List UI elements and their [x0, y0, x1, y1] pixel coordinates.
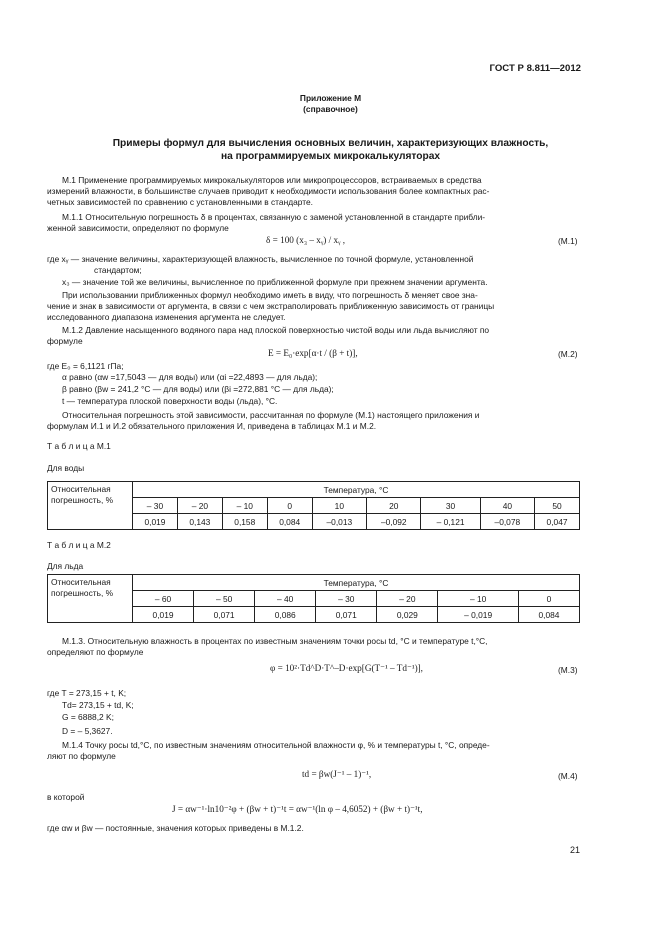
table1-value: –0,092 — [367, 514, 421, 530]
where3-line1: где T = 273,15 + t, K; — [47, 688, 127, 698]
table1-temp: – 10 — [222, 498, 267, 514]
p11b-line3: исследованного диапазона изменения аргумента не следует. — [47, 312, 286, 322]
appendix-title: Приложение М — [299, 93, 362, 103]
table1-value: 0,143 — [177, 514, 222, 530]
formula-m1-number: (М.1) — [558, 236, 578, 246]
table2-label: Т а б л и ц а М.2 — [47, 540, 111, 550]
table1-row-header: Относительная погрешность, % — [48, 482, 133, 530]
formula-m3-number: (М.3) — [558, 665, 578, 675]
table2-value: 0,071 — [194, 607, 255, 623]
table1 — [47, 481, 580, 530]
where2-line2: α равно (αw =17,5043 — для воды) или (αi =22,4893 — для льда); — [62, 372, 318, 382]
p12-line2: формуле — [47, 336, 83, 346]
table2-value: 0,086 — [255, 607, 316, 623]
where3-line4: D = – 5,3627. — [62, 726, 113, 736]
page-number: 21 — [570, 845, 581, 855]
table2-temp: – 10 — [438, 591, 519, 607]
doc-code: ГОСТ Р 8.811—2012 — [489, 63, 581, 74]
formula-m3: φ = 10²·Td^D·T^–D·exp[G(T⁻¹ – Td⁻¹)], — [270, 663, 423, 673]
table1-temp: 50 — [535, 498, 580, 514]
p12b-line1: Относительная погрешность этой зависимости, рассчитанная по формуле (М.1) настоящего приложения и — [62, 410, 480, 420]
where3-line2: Td= 273,15 + td, K; — [62, 700, 134, 710]
table2-value: 0,019 — [133, 607, 194, 623]
table1-value: 0,084 — [267, 514, 312, 530]
table1-temp: 0 — [267, 498, 312, 514]
table2-value: 0,029 — [377, 607, 438, 623]
table1-value: 0,047 — [535, 514, 580, 530]
where1-line1b: стандартом; — [94, 265, 142, 275]
p11b-line1: При использовании приближенных формул необходимо иметь в виду, что погрешность δ меняет свое зна- — [62, 290, 478, 300]
p1-line3: четных зависимостей по сравнению с установленными в стандарте. — [47, 197, 313, 207]
table2-temp: – 50 — [194, 591, 255, 607]
p1-line2: измерений влажности, в большинстве случаев приводит к необходимости использования более компактных рас- — [47, 186, 490, 196]
table1-temp: 40 — [480, 498, 534, 514]
table2-value: – 0,019 — [438, 607, 519, 623]
table2-temp: – 20 — [377, 591, 438, 607]
table1-temp: 30 — [421, 498, 480, 514]
where1-line1: где xᵧ — значение величины, характеризующей влажность, вычисленное по точной формуле, установленной — [47, 254, 474, 264]
table1-temp: – 20 — [177, 498, 222, 514]
table1-temp: 10 — [312, 498, 366, 514]
table2-temp: – 40 — [255, 591, 316, 607]
table2-temp: 0 — [518, 591, 579, 607]
p1-line1: М.1 Применение программируемых микрокалькуляторов или микропроцессоров, встраиваемых в средства — [62, 175, 482, 185]
p11-line2: женной зависимости, определяют по формуле — [47, 223, 229, 233]
table1-value: –0,078 — [480, 514, 534, 530]
final-line: где αw и βw — постоянные, значения которых приведены в М.1.2. — [47, 823, 304, 833]
table1-value: – 0,121 — [421, 514, 480, 530]
where1-line2: x₃ — значение той же величины, вычисленное по приближенной формуле при прежнем значении аргумента. — [62, 277, 488, 287]
p14-line1: М.1.4 Точку росы td,°С, по известным значениям относительной влажности φ, % и температуры t, °С, опреде- — [62, 740, 490, 750]
p12b-line2: формулам И.1 и И.2 обязательного приложения И, приведена в таблицах М.1 и М.2. — [47, 421, 377, 431]
p12-line1: М.1.2 Давление насыщенного водяного пара над плоской поверхностью чистой воды или льда вычисляют по — [62, 325, 490, 335]
table1-caption: Для воды — [47, 463, 85, 473]
formula-m2: E = E₀·exp[α·t / (β + t)], — [268, 348, 358, 358]
table2-temp: – 60 — [133, 591, 194, 607]
appendix-subtitle: (справочное) — [303, 104, 358, 114]
table1-col-header: Температура, °С — [133, 482, 580, 498]
formula-m4-number: (М.4) — [558, 771, 578, 781]
section-title-line1: Примеры формул для вычисления основных величин, характеризующих влажность, — [112, 138, 549, 149]
table2-caption: Для льда — [47, 561, 84, 571]
table2 — [47, 574, 580, 623]
table1-value: 0,019 — [133, 514, 178, 530]
formula-m2-number: (М.2) — [558, 349, 578, 359]
where2-line3: β равно (βw = 241,2 °C — для воды) или (βi =272,881 °C — для льда); — [62, 384, 334, 394]
in-which: в которой — [47, 792, 85, 802]
section-title-line2: на программируемых микрокалькуляторах — [220, 151, 441, 162]
table1-label: Т а б л и ц а М.1 — [47, 441, 111, 451]
formula-m1: δ = 100 (x₃ – xᵧ) / xᵧ , — [266, 235, 346, 245]
table2-value: 0,084 — [518, 607, 579, 623]
where3-line3: G = 6888,2 K; — [62, 712, 114, 722]
table2-row-header: Относительная погрешность, % — [48, 575, 133, 623]
table1-value: –0,013 — [312, 514, 366, 530]
table1-temp: – 30 — [133, 498, 178, 514]
formula-j: J = αw⁻¹·ln10⁻²φ + (βw + t)⁻¹t = αw⁻¹(ln φ – 4,6052) + (βw + t)⁻¹t, — [172, 804, 423, 814]
where2-line4: t — температура плоской поверхности воды (льда), °С. — [62, 396, 278, 406]
table2-value: 0,071 — [316, 607, 377, 623]
table1-temp: 20 — [367, 498, 421, 514]
table2-temp: – 30 — [316, 591, 377, 607]
p13-line1: М.1.3. Относительную влажность в процентах по известным значениям точки росы td, °С и температуре t,°С, — [62, 636, 488, 646]
p14-line2: ляют по формуле — [47, 751, 116, 761]
where2-line1: где E₀ = 6,1121 гПа; — [47, 361, 124, 371]
p11b-line2: чение и знак в зависимости от аргумента, в связи с чем экстраполировать приближенную зависимость от границы — [47, 301, 495, 311]
formula-m4: td = βw(J⁻¹ – 1)⁻¹, — [302, 769, 372, 779]
p13-line2: определяют по формуле — [47, 647, 144, 657]
table1-value: 0,158 — [222, 514, 267, 530]
table2-col-header: Температура, °С — [133, 575, 580, 591]
p11-line1: М.1.1 Относительную погрешность δ в процентах, связанную с заменой установленной в стандарте прибли- — [62, 212, 486, 222]
